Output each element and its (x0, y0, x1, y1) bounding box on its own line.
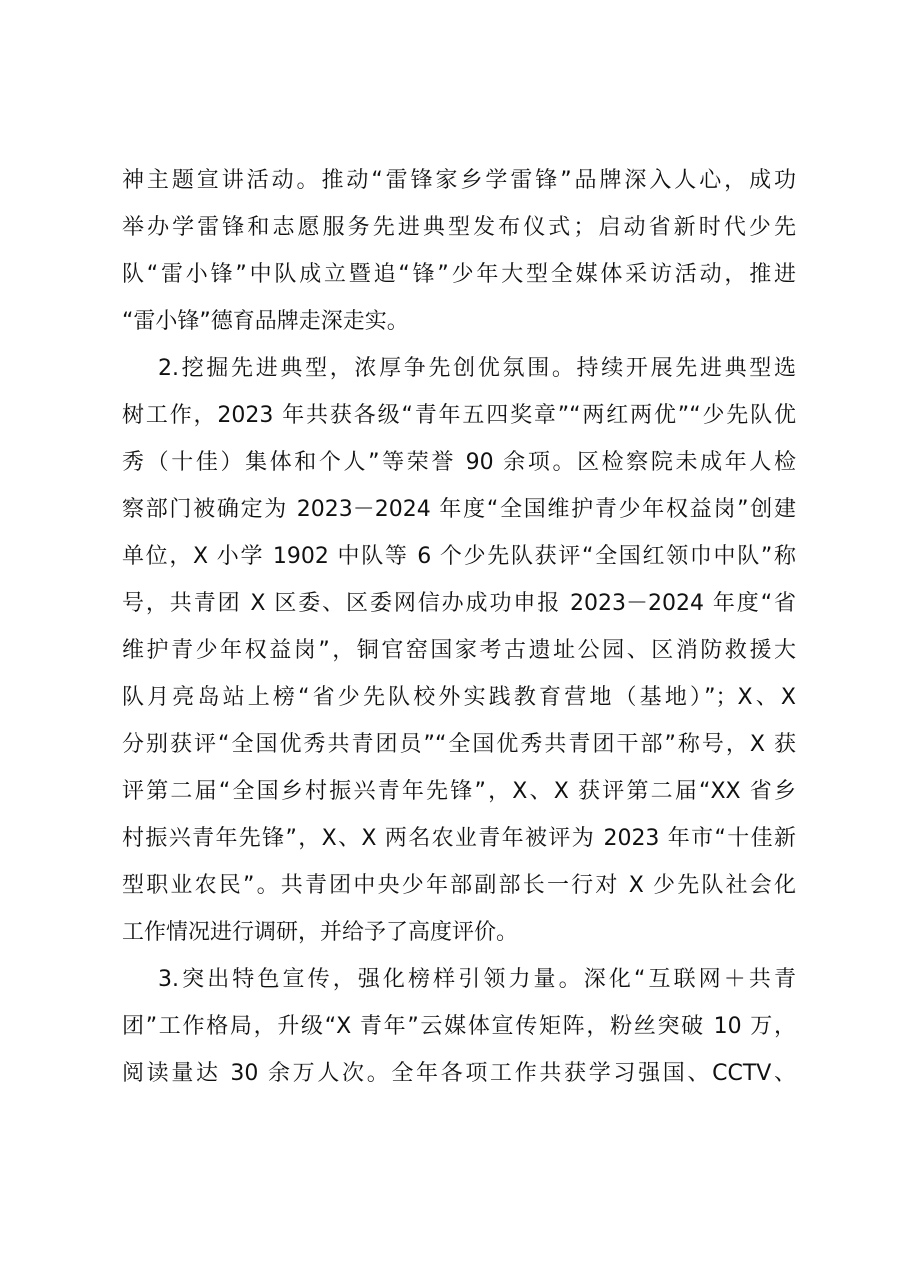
document-body (122, 157, 796, 1097)
text-line: “雷小锋”德育品牌走深走实。 (122, 309, 409, 334)
text-line: 号，共青团 X 区委、区委网信办成功申报 2023－2024 年度“省 (122, 591, 796, 616)
text-line: 秀（十佳）集体和个人”等荣誉 90 余项。区检察院未成年人检 (122, 450, 796, 475)
text-line: 分别获评“全国优秀共青团员”“全国优秀共青团干部”称号，X 获 (122, 732, 796, 757)
text-line: 队“雷小锋”中队成立暨追“锋”少年大型全媒体采访活动，推进 (122, 262, 796, 287)
text-line: 工作情况进行调研，并给予了高度评价。 (122, 920, 519, 945)
text-line: 维护青少年权益岗”，铜官窑国家考古遗址公园、区消防救援大 (122, 638, 796, 663)
text-line: 团”工作格局，升级“X 青年”云媒体宣传矩阵，粉丝突破 10 万， (122, 1014, 796, 1039)
text-line: 阅读量达 30 余万人次。全年各项工作共获学习强国、CCTV、 (122, 1061, 796, 1086)
text-line: 队月亮岛站上榜“省少先队校外实践教育营地（基地）”；X、X (122, 685, 796, 710)
text-line: 型职业农民”。共青团中央少年部副部长一行对 X 少先队社会化 (122, 873, 796, 898)
text-line: 评第二届“全国乡村振兴青年先锋”，X、X 获评第二届“XX 省乡 (122, 779, 796, 804)
text-line: 村振兴青年先锋”，X、X 两名农业青年被评为 2023 年市“十佳新 (122, 826, 796, 851)
text-line: 举办学雷锋和志愿服务先进典型发布仪式；启动省新时代少先 (122, 215, 796, 240)
text-line: 单位，X 小学 1902 中队等 6 个少先队获评“全国红领巾中队”称 (122, 544, 796, 569)
text-line: 树工作，2023 年共获各级“青年五四奖章”“两红两优”“少先队优 (122, 403, 796, 428)
text-line: 3.突出特色宣传，强化榜样引领力量。深化“互联网＋共青 (158, 967, 796, 992)
text-line: 2.挖掘先进典型，浓厚争先创优氛围。持续开展先进典型选 (158, 356, 796, 381)
text-line: 察部门被确定为 2023－2024 年度“全国维护青少年权益岗”创建 (122, 497, 796, 522)
text-line: 神主题宣讲活动。推动“雷锋家乡学雷锋”品牌深入人心，成功 (122, 168, 796, 193)
